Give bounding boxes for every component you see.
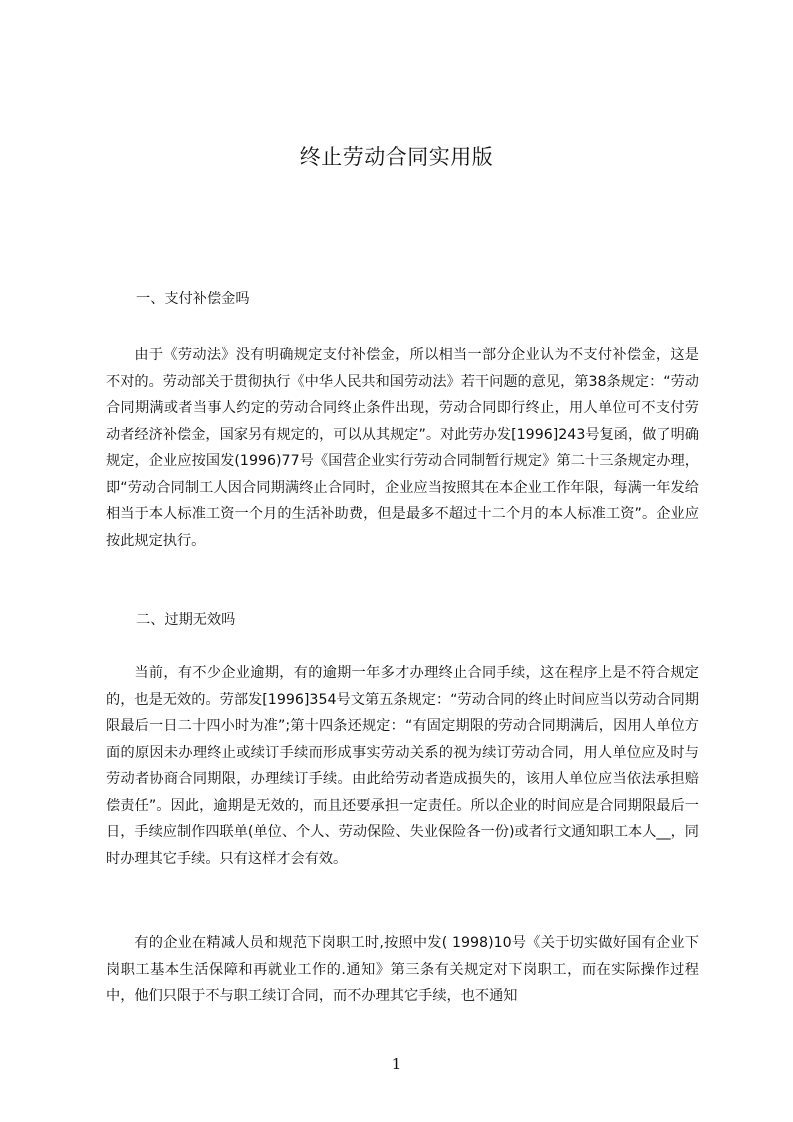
section-2-paragraph-2: 有的企业在精减人员和规范下岗职工时,按照中发( 1998)10号《关于切实做好国有企业下岗职工基本生活保障和再就业工作的.通知》第三条有关规定对下岗职工，而在实际操作过程中，他们只限于不与职工续订合同，而不办理其它手续，也不通知 (106, 935, 699, 1004)
section-heading-1: 一、支付补偿金吗 (136, 291, 250, 307)
section-2-paragraph-1: 当前，有不少企业逾期，有的逾期一年多才办理终止合同手续，这在程序上是不符合规定的，也是无效的。劳部发[1996]354号文第五条规定：“劳动合同的终止时间应当以劳动合同期限最后一日二十四小时为准”;第十四条还规定：“有固定期限的劳动合同期满后，因用人单位方面的原因未办理终止或续订手续而形成事实劳动关系的视为续订劳动合同，用人单位应及时与劳动者协商合同期限，办理续订手续。由此给劳动者造成损失的，该用人单位应当依法承担赔偿责任”。因此，逾期是无效的，而且还要承担一定责任。所以企业的时间应是合同期限最后一日，手续应制作四联单(单位、个人、劳动保险、失业保险各一份)或者行文通知职工本人__，同时办理其它手续。只有这样才会有效。 (106, 665, 699, 867)
section-heading-2: 二、过期无效吗 (136, 612, 236, 628)
section-2-body (106, 660, 699, 872)
section-1-paragraph: 由于《劳动法》没有明确规定支付补偿金，所以相当一部分企业认为不支付补偿金，这是不对的。劳动部关于贯彻执行《中华人民共和国劳动法》若干问题的意见，第38条规定：“劳动合同期满或者当事人约定的劳动合同终止条件出现，劳动合同即行终止，用人单位可不支付劳动者经济补偿金，国家另有规定的，可以从其规定”。对此劳办发[1996]243号复函，做了明确规定，企业应按国发(1996)77号《国营企业实行劳动合同制暂行规定》第二十三条规定办理，即“劳动合同制工人因合同期满终止合同时，企业应当按照其在本企业工作年限，每满一年发给相当于本人标准工资一个月的生活补助费，但是最多不超过十二个月的本人标准工资”。企业应按此规定执行。 (106, 347, 699, 549)
section-1-body (106, 342, 699, 554)
section-2-body-continued (106, 930, 699, 1010)
page-number: 1 (391, 1055, 402, 1073)
document-title: 终止劳动合同实用版 (299, 145, 494, 169)
